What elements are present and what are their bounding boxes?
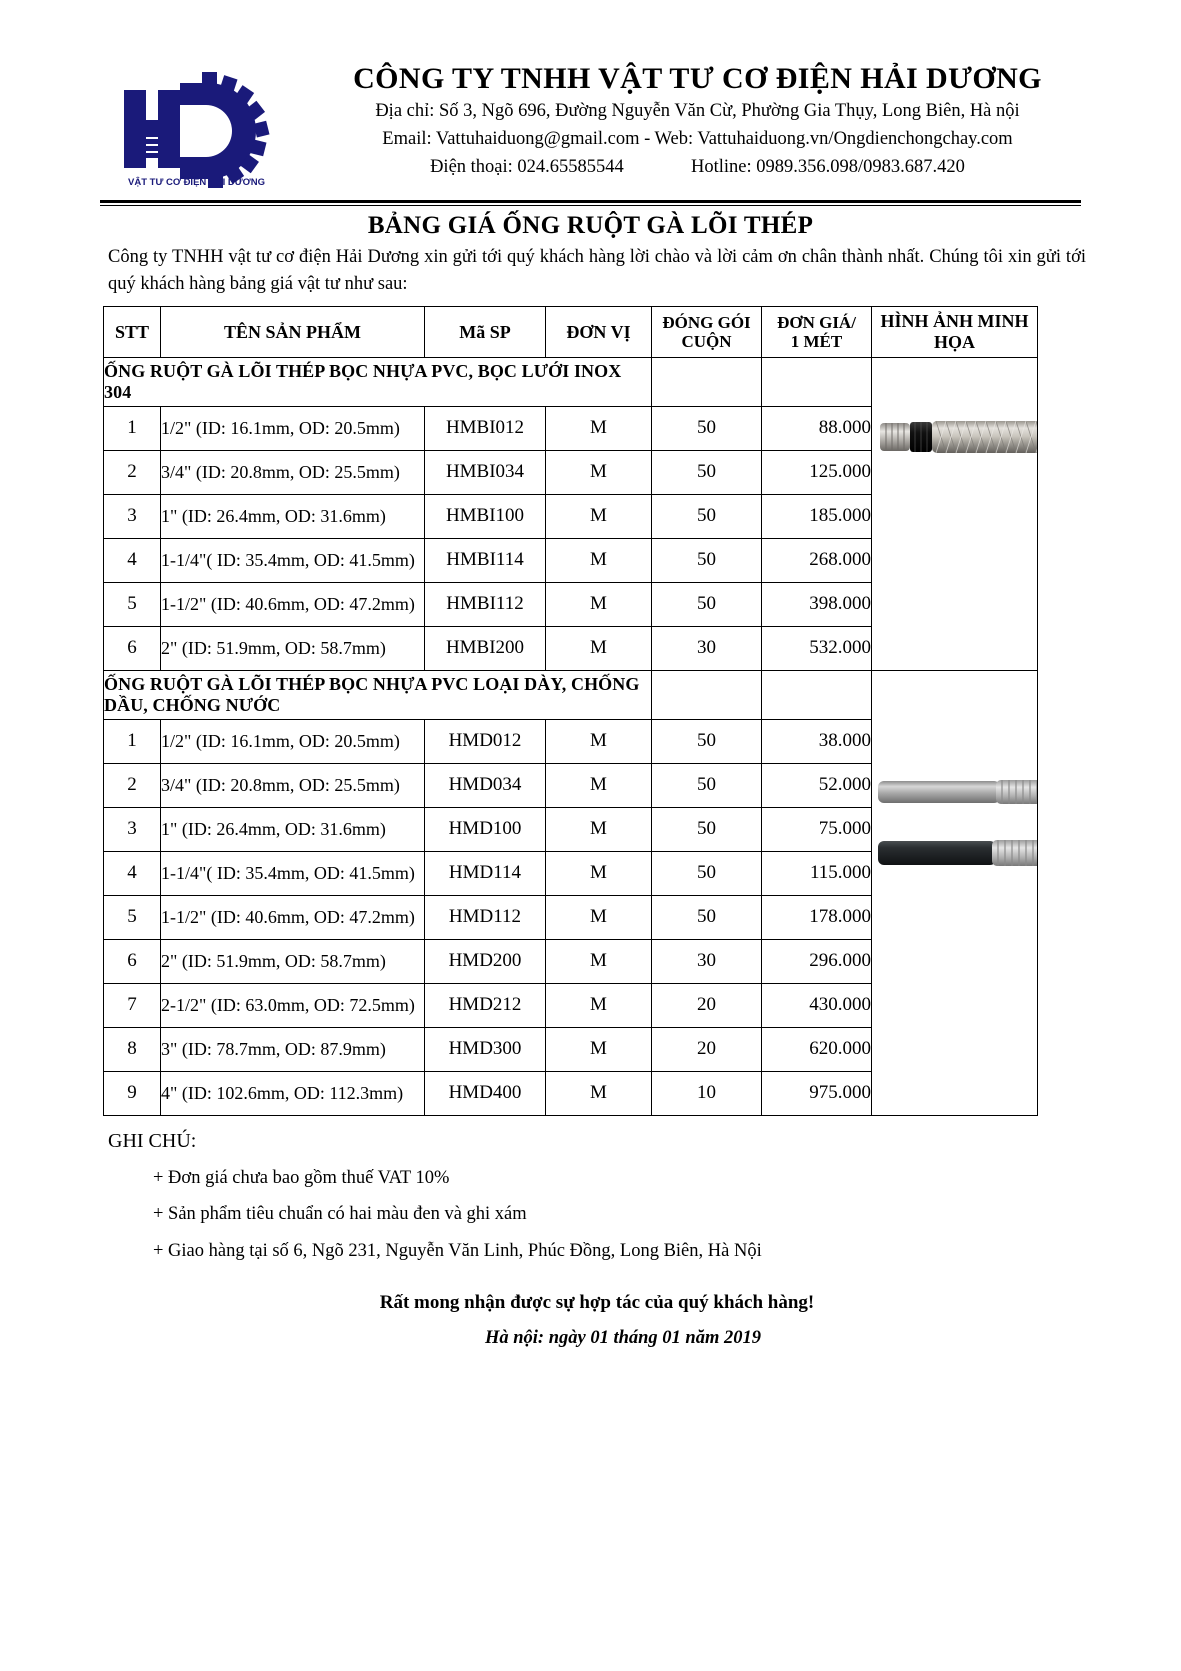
cell-price: 975.000	[762, 1071, 872, 1115]
note-item: + Đơn giá chưa bao gồm thuế VAT 10%	[153, 1167, 450, 1188]
cell-unit: M	[546, 851, 652, 895]
cell-product-name: 2-1/2" (ID: 63.0mm, OD: 72.5mm)	[161, 983, 425, 1027]
cell-product-code: HMBI012	[425, 406, 546, 450]
cell-stt: 8	[104, 1027, 161, 1071]
cell-packaging: 50	[652, 494, 762, 538]
cell-unit: M	[546, 494, 652, 538]
cell-price: 115.000	[762, 851, 872, 895]
document-header	[0, 0, 1181, 188]
logo-caption: VẬT TƯ CƠ ĐIỆN HẢI DƯƠNG	[128, 177, 265, 188]
cell-packaging: 50	[652, 851, 762, 895]
section-2-heading: ỐNG RUỘT GÀ LÕI THÉP BỌC NHỰA PVC LOẠI DÀY, CHỐNG DẦU, CHỐNG NƯỚC	[104, 670, 652, 719]
cell-product-code: HMBI034	[425, 450, 546, 494]
cell-product-name: 1-1/2" (ID: 40.6mm, OD: 47.2mm)	[161, 582, 425, 626]
section-2-price-blank	[762, 670, 872, 719]
cell-price: 125.000	[762, 450, 872, 494]
cell-product-code: HMD212	[425, 983, 546, 1027]
cell-price: 75.000	[762, 807, 872, 851]
cell-price: 532.000	[762, 626, 872, 670]
section-1-pack-blank	[652, 357, 762, 406]
cell-price: 38.000	[762, 719, 872, 763]
cell-price: 52.000	[762, 763, 872, 807]
cell-product-name: 1" (ID: 26.4mm, OD: 31.6mm)	[161, 807, 425, 851]
price-table-wrapper	[103, 306, 1037, 1116]
pvc-flexible-conduit-image	[876, 767, 1038, 887]
cell-price: 430.000	[762, 983, 872, 1027]
cell-packaging: 50	[652, 895, 762, 939]
cell-unit: M	[546, 582, 652, 626]
cell-unit: M	[546, 626, 652, 670]
cell-price: 185.000	[762, 494, 872, 538]
section-1-illustration	[872, 357, 1038, 670]
cell-product-name: 1-1/2" (ID: 40.6mm, OD: 47.2mm)	[161, 895, 425, 939]
header-unit-price-line1: ĐƠN GIÁ/	[777, 312, 856, 332]
cell-product-name: 3/4" (ID: 20.8mm, OD: 25.5mm)	[161, 763, 425, 807]
table-header-row	[104, 306, 1038, 357]
notes-section	[108, 1126, 1181, 1266]
cell-product-code: HMD114	[425, 851, 546, 895]
cell-stt: 3	[104, 807, 161, 851]
section-heading-row	[104, 670, 1038, 719]
cell-product-code: HMD034	[425, 763, 546, 807]
company-logo	[110, 62, 280, 188]
header-stt: STT	[104, 306, 161, 357]
cell-product-code: HMD400	[425, 1071, 546, 1115]
cell-product-name: 1/2" (ID: 16.1mm, OD: 20.5mm)	[161, 719, 425, 763]
section-2-illustration	[872, 670, 1038, 1115]
company-email-web: Email: Vattuhaiduong@gmail.com - Web: Vattuhaiduong.vn/Ongdienchongchay.com	[382, 128, 1013, 149]
cell-packaging: 30	[652, 626, 762, 670]
cell-unit: M	[546, 406, 652, 450]
cell-product-name: 2" (ID: 51.9mm, OD: 58.7mm)	[161, 939, 425, 983]
cell-stt: 1	[104, 406, 161, 450]
cell-unit: M	[546, 719, 652, 763]
note-item: + Giao hàng tại số 6, Ngõ 231, Nguyễn Văn Linh, Phúc Đồng, Long Biên, Hà Nội	[153, 1241, 762, 1262]
section-2-pack-blank	[652, 670, 762, 719]
divider-thick	[100, 200, 1081, 203]
header-packaging-line2: CUỘN	[681, 331, 732, 351]
cell-product-code: HMD100	[425, 807, 546, 851]
company-hotline: Hotline: 0989.356.098/0983.687.420	[691, 156, 965, 177]
cell-product-code: HMBI100	[425, 494, 546, 538]
cell-stt: 7	[104, 983, 161, 1027]
cell-product-name: 1-1/4"( ID: 35.4mm, OD: 41.5mm)	[161, 538, 425, 582]
section-1-price-blank	[762, 357, 872, 406]
cell-product-name: 1-1/4"( ID: 35.4mm, OD: 41.5mm)	[161, 851, 425, 895]
notes-title: GHI CHÚ:	[108, 1129, 197, 1152]
cell-unit: M	[546, 939, 652, 983]
cell-packaging: 50	[652, 719, 762, 763]
cell-packaging: 50	[652, 406, 762, 450]
section-1-heading: ỐNG RUỘT GÀ LÕI THÉP BỌC NHỰA PVC, BỌC LƯỚI INOX 304	[104, 357, 652, 406]
hd-monogram-icon	[110, 68, 278, 188]
header-unit-price	[762, 306, 872, 357]
cell-unit: M	[546, 807, 652, 851]
cell-packaging: 50	[652, 450, 762, 494]
page-title: BẢNG GIÁ ỐNG RUỘT GÀ LÕI THÉP	[367, 212, 814, 239]
header-packaging-line1: ĐÓNG GÓI	[662, 312, 751, 332]
cell-packaging: 50	[652, 582, 762, 626]
cell-stt: 2	[104, 450, 161, 494]
cell-packaging: 10	[652, 1071, 762, 1115]
cell-price: 88.000	[762, 406, 872, 450]
cell-packaging: 20	[652, 983, 762, 1027]
intro-paragraph: Công ty TNHH vật tư cơ điện Hải Dương xin gửi tới quý khách hàng lời chào và lời cảm ơn chân thành nhất. Chúng tôi xin gửi tới quý khách hàng bảng giá vật tư như sau:	[108, 247, 1086, 294]
cell-price: 398.000	[762, 582, 872, 626]
company-address: Địa chỉ: Số 3, Ngõ 696, Đường Nguyễn Văn Cừ, Phường Gia Thụy, Long Biên, Hà nội	[375, 100, 1020, 121]
note-item: + Sản phẩm tiêu chuẩn có hai màu đen và ghi xám	[153, 1204, 527, 1225]
cell-stt: 6	[104, 626, 161, 670]
price-table	[103, 306, 1038, 1116]
header-unit-price-line2: 1 MÉT	[790, 331, 843, 351]
cell-unit: M	[546, 1071, 652, 1115]
cell-product-code: HMD012	[425, 719, 546, 763]
header-unit: ĐƠN VỊ	[546, 306, 652, 357]
cell-stt: 1	[104, 719, 161, 763]
cell-product-code: HMD200	[425, 939, 546, 983]
cell-unit: M	[546, 895, 652, 939]
cell-product-code: HMBI114	[425, 538, 546, 582]
header-product-name: TÊN SẢN PHẨM	[161, 306, 425, 357]
closing-statement: Rất mong nhận được sự hợp tác của quý khách hàng!	[379, 1291, 815, 1313]
cell-stt: 6	[104, 939, 161, 983]
cell-stt: 5	[104, 895, 161, 939]
company-phone-hotline	[284, 153, 1111, 181]
title-divider	[100, 200, 1081, 206]
cell-packaging: 50	[652, 763, 762, 807]
header-packaging	[652, 306, 762, 357]
section-heading-row	[104, 357, 1038, 406]
braided-steel-hose-image	[880, 414, 1038, 460]
cell-stt: 5	[104, 582, 161, 626]
company-info	[280, 62, 1111, 181]
divider-thin	[100, 205, 1081, 206]
price-table-body	[104, 357, 1038, 1115]
cell-packaging: 30	[652, 939, 762, 983]
cell-unit: M	[546, 538, 652, 582]
cell-unit: M	[546, 983, 652, 1027]
cell-price: 620.000	[762, 1027, 872, 1071]
date-stamp: Hà nội: ngày 01 tháng 01 năm 2019	[484, 1327, 761, 1348]
cell-stt: 4	[104, 538, 161, 582]
company-phone: Điện thoại: 024.65585544	[430, 156, 624, 177]
cell-product-name: 1" (ID: 26.4mm, OD: 31.6mm)	[161, 494, 425, 538]
company-name: CÔNG TY TNHH VẬT TƯ CƠ ĐIỆN HẢI DƯƠNG	[353, 62, 1042, 95]
cell-unit: M	[546, 450, 652, 494]
header-illustration: HÌNH ẢNH MINH HỌA	[872, 306, 1038, 357]
cell-product-name: 2" (ID: 51.9mm, OD: 58.7mm)	[161, 626, 425, 670]
cell-stt: 2	[104, 763, 161, 807]
cell-unit: M	[546, 763, 652, 807]
cell-product-name: 4" (ID: 102.6mm, OD: 112.3mm)	[161, 1071, 425, 1115]
cell-product-name: 3" (ID: 78.7mm, OD: 87.9mm)	[161, 1027, 425, 1071]
header-product-code: Mã SP	[425, 306, 546, 357]
cell-packaging: 50	[652, 807, 762, 851]
cell-stt: 9	[104, 1071, 161, 1115]
cell-product-code: HMBI200	[425, 626, 546, 670]
cell-stt: 4	[104, 851, 161, 895]
cell-packaging: 50	[652, 538, 762, 582]
cell-product-name: 3/4" (ID: 20.8mm, OD: 25.5mm)	[161, 450, 425, 494]
cell-packaging: 20	[652, 1027, 762, 1071]
cell-price: 178.000	[762, 895, 872, 939]
cell-product-name: 1/2" (ID: 16.1mm, OD: 20.5mm)	[161, 406, 425, 450]
cell-product-code: HMD300	[425, 1027, 546, 1071]
cell-price: 268.000	[762, 538, 872, 582]
cell-price: 296.000	[762, 939, 872, 983]
cell-unit: M	[546, 1027, 652, 1071]
cell-stt: 3	[104, 494, 161, 538]
cell-product-code: HMBI112	[425, 582, 546, 626]
cell-product-code: HMD112	[425, 895, 546, 939]
